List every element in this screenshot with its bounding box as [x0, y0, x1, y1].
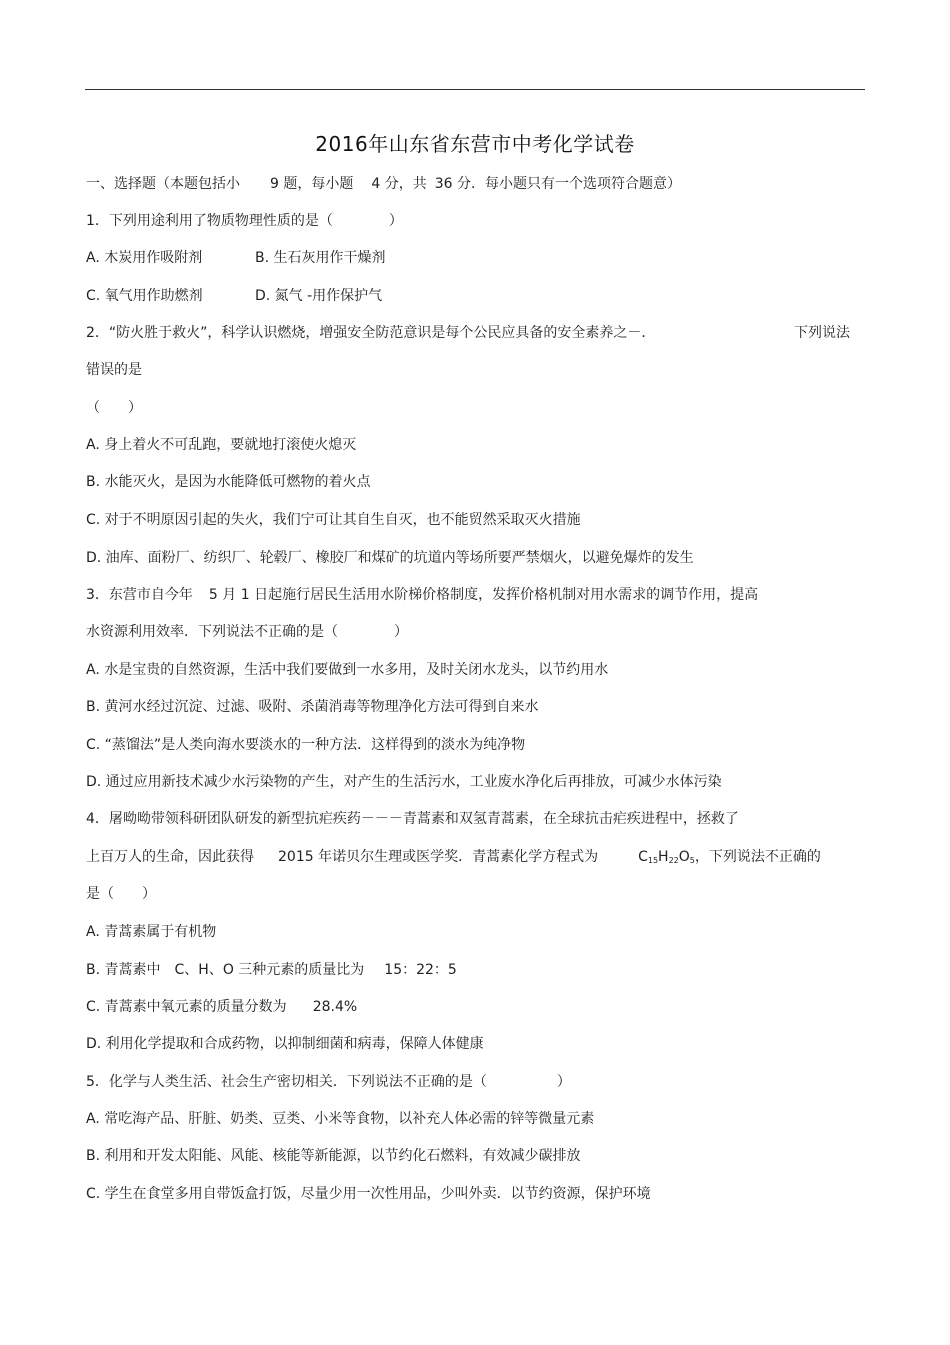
header-rule — [85, 89, 865, 90]
q4-option-b: B. 青蒿素中 C、H、O 三种元素的质量比为 15：22：5 — [86, 962, 457, 978]
q2-option-b: B. 水能灭火，是因为水能降低可燃物的着火点 — [86, 474, 371, 490]
section-heading: 一、选择题（本题包括小 9 题，每小题 4 分，共 36 分．每小题只有一个选项符合题意） — [86, 176, 681, 192]
q2-stem-line1-right: 下列说法 — [794, 325, 850, 341]
q1-stem: 1．下列用途利用了物质物理性质的是（ ） — [86, 213, 403, 229]
q5-option-b: B. 利用和开发太阳能、风能、核能等新能源，以节约化石燃料，有效减少碳排放 — [86, 1148, 581, 1164]
q5-option-c: C. 学生在食堂多用自带饭盒打饭，尽量少用一次性用品，少叫外卖．以节约资源，保护环境 — [86, 1186, 651, 1202]
chemical-formula: $C_{15}H_{22}O_5$ — [638, 849, 695, 865]
q3-option-d: D. 通过应用新技术减少水污染物的产生，对产生的生活污水，工业废水净化后再排放，可减少水体污染 — [86, 774, 722, 790]
q4-stem-line1: 4．屠呦呦带领科研团队研发的新型抗疟疾药－－－青蒿素和双氢青蒿素，在全球抗击疟疾进程中，拯救了 — [86, 811, 739, 827]
q2-stem-line3: （ ） — [86, 400, 142, 416]
q2-stem-line2: 错误的是 — [86, 362, 142, 378]
q3-option-c: C. “蒸馏法”是人类向海水要淡水的一种方法．这样得到的淡水为纯净物 — [86, 737, 526, 753]
q1-option-c: C. 氧气用作助燃剂 — [86, 288, 203, 304]
q1-option-d: D. 氮气 -用作保护气 — [255, 288, 383, 304]
q3-stem-line2: 水资源利用效率．下列说法不正确的是（ ） — [86, 624, 408, 640]
q2-option-c: C. 对于不明原因引起的失火，我们宁可让其自生自灭，也不能贸然采取灭火措施 — [86, 512, 581, 528]
q2-option-a: A. 身上着火不可乱跑，要就地打滚使火熄灭 — [86, 437, 357, 453]
q4-option-c: C. 青蒿素中氧元素的质量分数为 28.4% — [86, 999, 358, 1015]
page-title: 2016年山东省东营市中考化学试卷 — [315, 132, 635, 156]
q5-stem: 5．化学与人类生活、社会生产密切相关．下列说法不正确的是（ ） — [86, 1074, 571, 1090]
q3-option-b: B. 黄河水经过沉淀、过滤、吸附、杀菌消毒等物理净化方法可得到自来水 — [86, 699, 539, 715]
q4-option-d: D. 利用化学提取和合成药物，以抑制细菌和病毒，保障人体健康 — [86, 1036, 484, 1052]
q4-stem-line2: 上百万人的生命，因此获得 2015 年诺贝尔生理或医学奖．青蒿素化学方程式为 $C_{15}H_{22}O_5$，下列说法不正确的 — [86, 849, 821, 865]
q4-option-a: A. 青蒿素属于有机物 — [86, 924, 217, 940]
q4-stem-line3: 是（ ） — [86, 886, 156, 902]
q3-option-a: A. 水是宝贵的自然资源，生活中我们要做到一水多用，及时关闭水龙头，以节约用水 — [86, 662, 609, 678]
q5-option-a: A. 常吃海产品、肝脏、奶类、豆类、小米等食物，以补充人体必需的锌等微量元素 — [86, 1111, 595, 1127]
q3-stem-line1: 3．东营市自今年 5 月 1 日起施行居民生活用水阶梯价格制度，发挥价格机制对用水需求的调节作用，提高 — [86, 587, 759, 603]
q1-option-b: B. 生石灰用作干燥剂 — [255, 250, 386, 266]
q2-stem-line1: 2．“防火胜于救火”，科学认识燃烧，增强安全防范意识是每个公民应具备的安全素养之－． — [86, 325, 656, 341]
q2-option-d: D. 油库、面粉厂、纺织厂、轮毂厂、橡胶厂和煤矿的坑道内等场所要严禁烟火，以避免爆炸的发生 — [86, 550, 694, 566]
q1-option-a: A. 木炭用作吸附剂 — [86, 250, 203, 266]
